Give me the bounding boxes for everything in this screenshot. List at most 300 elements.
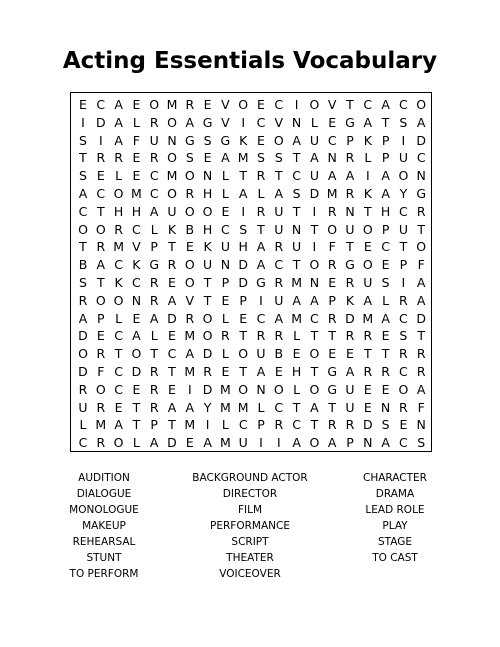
grid-letter[interactable]: E xyxy=(96,328,105,344)
grid-letter[interactable]: N xyxy=(220,257,231,273)
grid-letter[interactable]: C xyxy=(399,435,408,451)
grid-letter[interactable]: E xyxy=(328,346,337,362)
grid-letter[interactable]: T xyxy=(310,221,319,237)
grid-letter[interactable]: E xyxy=(132,150,141,166)
grid-letter[interactable]: T xyxy=(168,364,176,379)
grid-letter[interactable]: A xyxy=(381,186,390,201)
grid-letter[interactable]: M xyxy=(237,150,249,166)
grid-letter[interactable]: O xyxy=(416,97,427,112)
grid-letter[interactable]: A xyxy=(203,435,212,451)
grid-letter[interactable]: L xyxy=(150,221,158,237)
grid-letter[interactable]: R xyxy=(114,221,123,237)
grid-letter[interactable]: C xyxy=(149,168,159,184)
grid-letter[interactable]: A xyxy=(310,150,319,166)
grid-letter[interactable]: S xyxy=(399,114,408,130)
grid-letter[interactable]: I xyxy=(81,114,85,130)
grid-letter[interactable]: C xyxy=(399,203,408,219)
grid-letter[interactable]: D xyxy=(78,364,88,379)
grid-letter[interactable]: I xyxy=(401,275,406,290)
grid-letter[interactable]: L xyxy=(364,150,372,166)
grid-letter[interactable]: U xyxy=(203,257,213,273)
grid-letter[interactable]: R xyxy=(345,150,355,166)
grid-letter[interactable]: M xyxy=(219,381,231,397)
grid-letter[interactable]: D xyxy=(345,310,355,326)
grid-letter[interactable]: C xyxy=(274,257,284,273)
grid-letter[interactable]: U xyxy=(78,399,88,415)
grid-letter[interactable]: R xyxy=(185,97,195,112)
grid-letter[interactable]: R xyxy=(381,364,390,379)
grid-letter[interactable]: A xyxy=(345,168,355,184)
grid-letter[interactable]: M xyxy=(184,328,196,344)
grid-letter[interactable]: G xyxy=(256,275,266,290)
grid-letter[interactable]: O xyxy=(309,346,320,362)
grid-letter[interactable]: A xyxy=(114,114,123,130)
grid-letter[interactable]: L xyxy=(115,168,123,184)
grid-letter[interactable]: A xyxy=(114,97,123,112)
grid-letter[interactable]: S xyxy=(203,132,212,148)
grid-letter[interactable]: O xyxy=(309,257,320,273)
grid-letter[interactable]: D xyxy=(202,381,213,397)
grid-letter[interactable]: L xyxy=(79,417,87,433)
grid-letter[interactable]: V xyxy=(132,239,141,255)
grid-letter[interactable]: U xyxy=(309,132,319,148)
grid-letter[interactable]: A xyxy=(149,435,159,451)
grid-letter[interactable]: R xyxy=(221,328,230,344)
grid-letter[interactable]: A xyxy=(149,203,159,219)
grid-letter[interactable]: R xyxy=(149,399,159,415)
grid-letter[interactable]: E xyxy=(79,97,87,112)
grid-letter[interactable]: N xyxy=(363,435,373,451)
grid-letter[interactable]: T xyxy=(310,417,319,433)
grid-letter[interactable]: K xyxy=(167,221,177,237)
grid-letter[interactable]: C xyxy=(167,346,177,362)
grid-letter[interactable]: I xyxy=(98,132,103,148)
grid-letter[interactable]: R xyxy=(78,381,88,397)
grid-letter[interactable]: P xyxy=(381,150,390,166)
grid-letter[interactable]: L xyxy=(221,168,229,184)
grid-letter[interactable]: S xyxy=(79,132,87,148)
grid-letter[interactable]: E xyxy=(399,417,408,433)
grid-letter[interactable]: O xyxy=(273,132,284,148)
grid-letter[interactable]: O xyxy=(238,346,249,362)
grid-letter[interactable]: O xyxy=(273,381,284,397)
grid-letter[interactable]: R xyxy=(327,417,337,433)
grid-letter[interactable]: N xyxy=(416,417,426,433)
grid-letter[interactable]: T xyxy=(346,97,354,112)
grid-letter[interactable]: N xyxy=(291,221,302,237)
grid-letter[interactable]: O xyxy=(78,221,88,237)
grid-letter[interactable]: E xyxy=(274,364,283,379)
grid-letter[interactable]: A xyxy=(167,292,177,308)
grid-letter[interactable]: K xyxy=(114,275,123,290)
grid-letter[interactable]: E xyxy=(221,203,230,219)
grid-letter[interactable]: T xyxy=(292,399,301,415)
grid-letter[interactable]: E xyxy=(96,168,105,184)
grid-letter[interactable]: I xyxy=(259,292,263,308)
grid-letter[interactable]: B xyxy=(185,221,195,237)
grid-letter[interactable]: T xyxy=(292,150,301,166)
grid-letter[interactable]: C xyxy=(96,97,106,112)
grid-letter[interactable]: R xyxy=(96,399,106,415)
grid-letter[interactable]: T xyxy=(292,257,301,273)
grid-letter[interactable]: S xyxy=(79,275,87,290)
grid-letter[interactable]: E xyxy=(185,239,194,255)
grid-letter[interactable]: R xyxy=(399,292,408,308)
grid-letter[interactable]: I xyxy=(259,435,263,451)
grid-letter[interactable]: S xyxy=(239,221,248,237)
grid-letter[interactable]: U xyxy=(274,292,284,308)
grid-letter[interactable]: T xyxy=(328,399,336,415)
grid-letter[interactable]: A xyxy=(274,310,284,326)
grid-letter[interactable]: C xyxy=(416,150,426,166)
grid-letter[interactable]: R xyxy=(256,203,266,219)
grid-letter[interactable]: A xyxy=(256,239,266,255)
grid-letter[interactable]: T xyxy=(417,221,425,237)
grid-letter[interactable]: A xyxy=(167,399,177,415)
grid-letter[interactable]: U xyxy=(149,132,159,148)
grid-letter[interactable]: R xyxy=(96,150,106,166)
grid-letter[interactable]: C xyxy=(114,328,123,344)
grid-letter[interactable]: D xyxy=(167,435,177,451)
grid-letter[interactable]: T xyxy=(150,346,158,362)
grid-letter[interactable]: O xyxy=(184,275,195,290)
grid-letter[interactable]: P xyxy=(328,292,336,308)
grid-letter[interactable]: F xyxy=(417,257,425,273)
grid-letter[interactable]: E xyxy=(381,381,390,397)
grid-letter[interactable]: A xyxy=(221,150,230,166)
grid-letter[interactable]: T xyxy=(328,328,336,344)
grid-letter[interactable]: A xyxy=(185,399,195,415)
grid-letter[interactable]: P xyxy=(257,417,265,433)
grid-letter[interactable]: R xyxy=(274,239,284,255)
grid-letter[interactable]: A xyxy=(256,364,266,379)
grid-letter[interactable]: E xyxy=(132,97,141,112)
grid-letter[interactable]: K xyxy=(345,292,355,308)
grid-letter[interactable]: O xyxy=(167,114,177,130)
grid-letter[interactable]: U xyxy=(238,435,248,451)
grid-letter[interactable]: C xyxy=(310,310,319,326)
grid-letter[interactable]: E xyxy=(363,381,372,397)
grid-letter[interactable]: O xyxy=(184,203,195,219)
grid-letter[interactable]: S xyxy=(399,328,408,344)
grid-letter[interactable]: O xyxy=(398,168,409,184)
grid-letter[interactable]: L xyxy=(382,292,390,308)
grid-letter[interactable]: E xyxy=(168,328,176,344)
grid-letter[interactable]: N xyxy=(291,114,302,130)
grid-letter[interactable]: T xyxy=(79,239,87,255)
grid-letter[interactable]: O xyxy=(95,221,106,237)
grid-letter[interactable]: S xyxy=(79,168,87,184)
grid-letter[interactable]: O xyxy=(362,257,373,273)
grid-letter[interactable]: A xyxy=(416,275,426,290)
grid-letter[interactable]: D xyxy=(238,275,248,290)
grid-letter[interactable]: R xyxy=(203,364,212,379)
grid-letter[interactable]: T xyxy=(381,346,390,362)
grid-letter[interactable]: C xyxy=(363,97,373,112)
grid-letter[interactable]: L xyxy=(257,186,265,201)
grid-letter[interactable]: S xyxy=(292,186,301,201)
grid-letter[interactable]: O xyxy=(184,168,195,184)
grid-letter[interactable]: T xyxy=(257,221,265,237)
grid-letter[interactable]: M xyxy=(291,275,302,290)
grid-letter[interactable]: H xyxy=(131,203,142,219)
grid-letter[interactable]: C xyxy=(292,168,301,184)
grid-letter[interactable]: P xyxy=(381,221,390,237)
grid-letter[interactable]: M xyxy=(130,186,142,201)
grid-letter[interactable]: D xyxy=(362,417,373,433)
grid-letter[interactable]: R xyxy=(149,364,159,379)
grid-letter[interactable]: H xyxy=(380,203,391,219)
grid-letter[interactable]: G xyxy=(345,114,355,130)
grid-letter[interactable]: A xyxy=(381,168,390,184)
grid-letter[interactable]: L xyxy=(221,186,229,201)
grid-letter[interactable]: R xyxy=(327,310,337,326)
grid-letter[interactable]: G xyxy=(327,381,338,397)
grid-letter[interactable]: E xyxy=(203,150,212,166)
grid-letter[interactable]: S xyxy=(257,150,265,166)
grid-letter[interactable]: C xyxy=(149,186,159,201)
grid-letter[interactable]: U xyxy=(345,381,355,397)
grid-letter[interactable]: E xyxy=(132,381,141,397)
grid-letter[interactable]: E xyxy=(328,114,337,130)
grid-letter[interactable]: C xyxy=(256,114,266,130)
grid-letter[interactable]: N xyxy=(131,292,142,308)
grid-letter[interactable]: R xyxy=(327,257,337,273)
grid-letter[interactable]: A xyxy=(185,114,195,130)
grid-letter[interactable]: R xyxy=(96,346,106,362)
grid-letter[interactable]: U xyxy=(256,346,266,362)
grid-letter[interactable]: C xyxy=(292,417,301,433)
grid-letter[interactable]: M xyxy=(291,310,302,326)
grid-letter[interactable]: C xyxy=(399,364,408,379)
grid-letter[interactable]: P xyxy=(346,435,354,451)
grid-letter[interactable]: P xyxy=(381,132,390,148)
grid-letter[interactable]: D xyxy=(78,328,88,344)
grid-letter[interactable]: E xyxy=(168,275,176,290)
grid-letter[interactable]: M xyxy=(237,399,249,415)
grid-letter[interactable]: E xyxy=(203,97,212,112)
grid-letter[interactable]: K xyxy=(203,239,212,255)
grid-letter[interactable]: U xyxy=(309,168,319,184)
grid-letter[interactable]: O xyxy=(95,381,106,397)
grid-letter[interactable]: I xyxy=(365,168,370,184)
grid-letter[interactable]: G xyxy=(220,132,231,148)
grid-letter[interactable]: R xyxy=(345,328,355,344)
grid-letter[interactable]: T xyxy=(239,168,247,184)
grid-letter[interactable]: T xyxy=(274,168,283,184)
grid-letter[interactable]: N xyxy=(202,168,213,184)
grid-letter[interactable]: I xyxy=(276,435,281,451)
grid-letter[interactable]: A xyxy=(416,381,426,397)
grid-letter[interactable]: R xyxy=(149,381,159,397)
grid-letter[interactable]: R xyxy=(185,310,195,326)
grid-letter[interactable]: C xyxy=(96,186,106,201)
grid-letter[interactable]: E xyxy=(381,328,390,344)
grid-letter[interactable]: A xyxy=(363,292,373,308)
grid-letter[interactable]: K xyxy=(132,257,141,273)
grid-letter[interactable]: R xyxy=(345,186,355,201)
grid-letter[interactable]: R xyxy=(416,346,426,362)
grid-letter[interactable]: F xyxy=(97,364,105,379)
grid-letter[interactable]: L xyxy=(132,114,140,130)
grid-letter[interactable]: A xyxy=(78,186,88,201)
grid-letter[interactable]: D xyxy=(131,364,142,379)
grid-letter[interactable]: H xyxy=(238,239,248,255)
grid-letter[interactable]: A xyxy=(363,114,373,130)
grid-letter[interactable]: T xyxy=(346,239,354,255)
grid-letter[interactable]: A xyxy=(310,399,319,415)
grid-letter[interactable]: E xyxy=(221,364,230,379)
grid-letter[interactable]: P xyxy=(399,257,408,273)
grid-letter[interactable]: A xyxy=(310,292,319,308)
grid-letter[interactable]: A xyxy=(274,186,284,201)
grid-letter[interactable]: I xyxy=(187,381,192,397)
grid-letter[interactable]: C xyxy=(399,97,408,112)
grid-letter[interactable]: T xyxy=(292,203,301,219)
grid-letter[interactable]: R xyxy=(274,328,284,344)
grid-letter[interactable]: C xyxy=(274,399,284,415)
grid-letter[interactable]: R xyxy=(256,328,266,344)
grid-letter[interactable]: E xyxy=(185,435,194,451)
grid-letter[interactable]: T xyxy=(132,417,141,433)
grid-letter[interactable]: C xyxy=(78,435,88,451)
grid-letter[interactable]: I xyxy=(312,203,317,219)
grid-letter[interactable]: E xyxy=(168,381,176,397)
grid-letter[interactable]: L xyxy=(310,114,318,130)
grid-letter[interactable]: H xyxy=(113,203,124,219)
grid-letter[interactable]: K xyxy=(363,132,372,148)
grid-letter[interactable]: Y xyxy=(399,186,408,201)
grid-letter[interactable]: D xyxy=(238,257,248,273)
grid-letter[interactable]: V xyxy=(221,97,230,112)
grid-letter[interactable]: R xyxy=(149,292,159,308)
grid-letter[interactable]: R xyxy=(149,150,159,166)
grid-letter[interactable]: D xyxy=(416,310,426,326)
grid-letter[interactable]: R xyxy=(149,114,159,130)
grid-letter[interactable]: D xyxy=(167,310,177,326)
grid-letter[interactable]: E xyxy=(292,346,301,362)
grid-letter[interactable]: N xyxy=(327,150,337,166)
grid-letter[interactable]: E xyxy=(381,257,390,273)
grid-letter[interactable]: G xyxy=(416,186,427,201)
grid-letter[interactable]: N xyxy=(345,203,355,219)
grid-letter[interactable]: R xyxy=(96,239,106,255)
grid-letter[interactable]: E xyxy=(114,399,123,415)
grid-letter[interactable]: C xyxy=(327,132,337,148)
grid-letter[interactable]: G xyxy=(149,257,160,273)
grid-letter[interactable]: L xyxy=(293,381,301,397)
grid-letter[interactable]: G xyxy=(345,257,355,273)
grid-letter[interactable]: P xyxy=(221,275,230,290)
grid-letter[interactable]: T xyxy=(417,328,425,344)
grid-letter[interactable]: A xyxy=(381,435,390,451)
grid-letter[interactable]: A xyxy=(292,435,301,451)
grid-letter[interactable]: O xyxy=(113,186,124,201)
grid-letter[interactable]: V xyxy=(274,114,284,130)
grid-letter[interactable]: F xyxy=(328,239,336,255)
grid-letter[interactable]: D xyxy=(202,346,213,362)
grid-letter[interactable]: B xyxy=(78,257,88,273)
grid-letter[interactable]: N xyxy=(380,399,391,415)
grid-letter[interactable]: A xyxy=(149,310,159,326)
grid-letter[interactable]: S xyxy=(185,150,194,166)
grid-letter[interactable]: C xyxy=(274,97,284,112)
grid-letter[interactable]: A xyxy=(381,97,390,112)
grid-letter[interactable]: O xyxy=(309,435,320,451)
grid-letter[interactable]: O xyxy=(184,257,195,273)
grid-letter[interactable]: T xyxy=(239,364,247,379)
grid-letter[interactable]: H xyxy=(202,186,213,201)
grid-letter[interactable]: L xyxy=(221,346,229,362)
grid-letter[interactable]: R xyxy=(114,150,123,166)
grid-letter[interactable]: T xyxy=(132,399,141,415)
grid-letter[interactable]: C xyxy=(114,381,123,397)
grid-letter[interactable]: R xyxy=(399,346,408,362)
grid-letter[interactable]: A xyxy=(185,346,195,362)
grid-letter[interactable]: N xyxy=(309,275,320,290)
grid-letter[interactable]: R xyxy=(345,417,355,433)
grid-letter[interactable]: T xyxy=(114,346,123,362)
grid-letter[interactable]: T xyxy=(96,275,105,290)
grid-letter[interactable]: M xyxy=(95,417,107,433)
grid-letter[interactable]: V xyxy=(327,97,337,112)
grid-letter[interactable]: O xyxy=(113,435,124,451)
grid-letter[interactable]: O xyxy=(167,150,177,166)
grid-letter[interactable]: F xyxy=(132,132,140,148)
grid-letter[interactable]: E xyxy=(328,275,337,290)
grid-letter[interactable]: R xyxy=(274,275,284,290)
grid-letter[interactable]: M xyxy=(219,399,231,415)
grid-letter[interactable]: M xyxy=(166,168,178,184)
grid-letter[interactable]: U xyxy=(167,203,177,219)
grid-letter[interactable]: L xyxy=(132,435,140,451)
grid-letter[interactable]: T xyxy=(310,364,319,379)
grid-letter[interactable]: S xyxy=(274,150,283,166)
grid-letter[interactable]: U xyxy=(220,239,230,255)
grid-letter[interactable]: S xyxy=(381,417,390,433)
grid-letter[interactable]: G xyxy=(202,114,213,130)
grid-letter[interactable]: U xyxy=(398,221,408,237)
grid-letter[interactable]: T xyxy=(239,328,247,344)
grid-letter[interactable]: O xyxy=(398,381,409,397)
grid-letter[interactable]: O xyxy=(309,97,320,112)
grid-letter[interactable]: A xyxy=(381,310,390,326)
grid-letter[interactable]: O xyxy=(238,97,249,112)
grid-letter[interactable]: T xyxy=(168,417,176,433)
grid-letter[interactable]: U xyxy=(292,239,302,255)
grid-letter[interactable]: I xyxy=(294,97,299,112)
grid-letter[interactable]: R xyxy=(78,292,88,308)
grid-letter[interactable]: L xyxy=(221,417,229,433)
grid-letter[interactable]: A xyxy=(78,310,88,326)
grid-letter[interactable]: O xyxy=(309,381,320,397)
grid-letter[interactable]: R xyxy=(274,417,284,433)
grid-letter[interactable]: G xyxy=(184,132,195,148)
grid-letter[interactable]: A xyxy=(416,292,426,308)
grid-letter[interactable]: P xyxy=(150,239,158,255)
grid-letter[interactable]: P xyxy=(97,310,105,326)
grid-letter[interactable]: P xyxy=(150,417,158,433)
grid-letter[interactable]: D xyxy=(309,186,320,201)
grid-letter[interactable]: P xyxy=(239,292,247,308)
grid-letter[interactable]: T xyxy=(168,239,176,255)
grid-letter[interactable]: L xyxy=(115,310,123,326)
grid-letter[interactable]: E xyxy=(132,168,141,184)
grid-letter[interactable]: R xyxy=(327,203,337,219)
grid-letter[interactable]: M xyxy=(184,364,196,379)
grid-letter[interactable]: D xyxy=(416,132,426,148)
grid-letter[interactable]: N xyxy=(416,168,426,184)
